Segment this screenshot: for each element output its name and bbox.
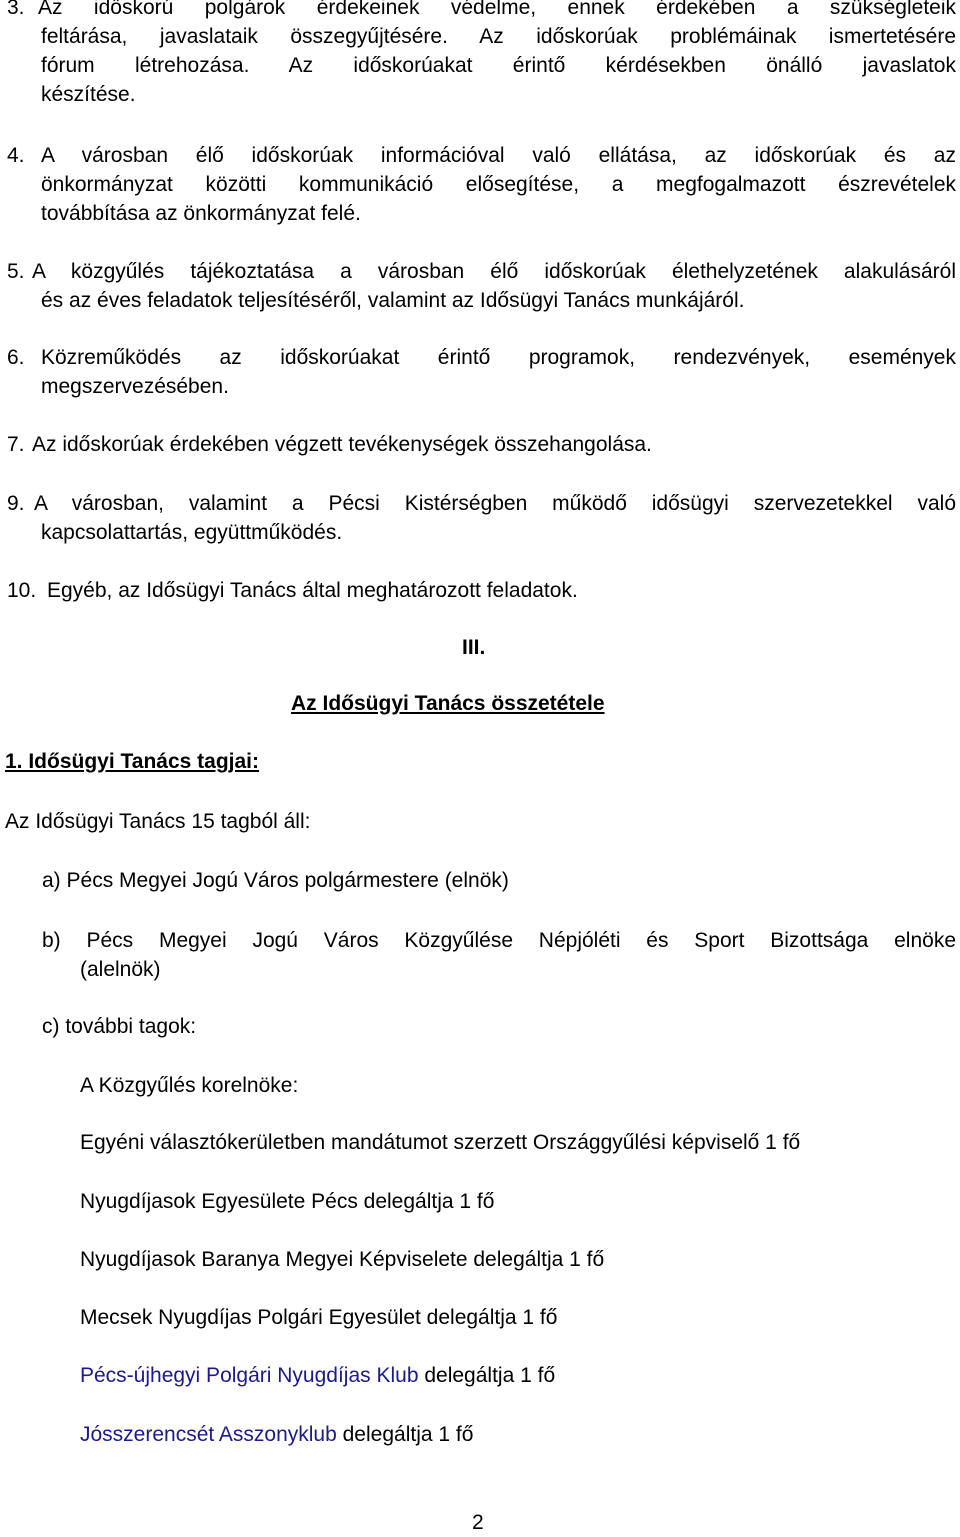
members-heading: 1. Idősügyi Tanács tagjai: xyxy=(5,750,260,773)
club-link[interactable]: Pécs-újhegyi Polgári Nyugdíjas Klub xyxy=(80,1364,419,1387)
member-b-line: (alelnök) xyxy=(80,958,161,981)
member-b xyxy=(42,926,956,984)
item-number: 6. xyxy=(7,346,25,369)
list-item-5 xyxy=(0,257,956,315)
member-c: c) további tagok: xyxy=(42,1015,197,1038)
item-text-line: A városban, valamint a Pécsi Kistérségben működő idősügyi szervezetekkel való xyxy=(34,492,956,515)
section-title: Az Idősügyi Tanács összetétele xyxy=(291,692,605,715)
item-text-line: továbbítása az önkormányzat felé. xyxy=(41,202,361,225)
item-number: 10. xyxy=(7,579,37,602)
list-item-7 xyxy=(0,430,956,459)
item-number: 9. xyxy=(7,492,25,515)
item-text-line: A közgyűlés tájékoztatása a városban élő időskorúak élethelyzetének alakulásáról xyxy=(32,260,956,283)
further-member: Egyéni választókerületben mandátumot szerzett Országgyűlési képviselő 1 fő xyxy=(80,1131,801,1154)
item-text-line: és az éves feladatok teljesítéséről, valamint az Idősügyi Tanács munkájáról. xyxy=(41,289,745,312)
further-member: Nyugdíjasok Baranya Megyei Képviselete delegáltja 1 fő xyxy=(80,1248,605,1271)
section-roman-numeral: III. xyxy=(462,636,486,659)
list-item-9 xyxy=(0,489,956,547)
member-b-line: b) Pécs Megyei Jogú Város Közgyűlése Népjóléti és Sport Bizottsága elnöke xyxy=(42,929,956,952)
item-text-line: A városban élő időskorúak információval való ellátása, az időskorúak és az xyxy=(41,144,956,167)
further-member-linked xyxy=(80,1423,473,1447)
list-item-4 xyxy=(0,141,956,228)
item-text-line: Az időskorú polgárok érdekeinek védelme, ennek érdekében a szükségleteik xyxy=(38,0,956,19)
list-item-3 xyxy=(0,0,956,109)
item-text-line: Egyéb, az Idősügyi Tanács által meghatározott feladatok. xyxy=(47,579,578,602)
further-member: Nyugdíjasok Egyesülete Pécs delegáltja 1 fő xyxy=(80,1190,495,1213)
item-text-line: készítése. xyxy=(41,83,136,106)
item-number: 3. xyxy=(7,0,25,19)
member-suffix: delegáltja 1 fő xyxy=(336,1423,474,1446)
list-item-10 xyxy=(0,576,956,605)
further-member-linked xyxy=(80,1364,555,1388)
club-link[interactable]: Jósszerencsét Asszonyklub xyxy=(80,1423,337,1446)
item-text-line: kapcsolattartás, együttműködés. xyxy=(41,521,343,544)
item-text-line: feltárása, javaslataik összegyűjtésére. Az időskorúak problémáinak ismertetésére xyxy=(41,25,956,48)
list-item-6 xyxy=(0,343,956,401)
further-member: A Közgyűlés korelnöke: xyxy=(80,1074,299,1097)
item-number: 5. xyxy=(7,260,25,283)
item-number: 7. xyxy=(7,433,25,456)
item-text-line: önkormányzat közötti kommunikáció elősegítése, a megfogalmazott észrevételek xyxy=(41,173,956,196)
item-text-line: Közreműködés az időskorúakat érintő programok, rendezvények, események xyxy=(41,346,956,369)
further-member: Mecsek Nyugdíjas Polgári Egyesület delegáltja 1 fő xyxy=(80,1306,558,1329)
page-number: 2 xyxy=(472,1511,484,1534)
member-a: a) Pécs Megyei Jogú Város polgármestere (elnök) xyxy=(42,869,509,892)
item-text-line: megszervezésében. xyxy=(41,375,229,398)
item-number: 4. xyxy=(7,144,25,167)
item-text-line: fórum létrehozása. Az időskorúakat érintő kérdésekben önálló javaslatok xyxy=(41,54,956,77)
member-suffix: delegáltja 1 fő xyxy=(418,1364,556,1387)
item-text-line: Az időskorúak érdekében végzett tevékenységek összehangolása. xyxy=(32,433,652,456)
members-intro: Az Idősügyi Tanács 15 tagból áll: xyxy=(5,810,311,833)
